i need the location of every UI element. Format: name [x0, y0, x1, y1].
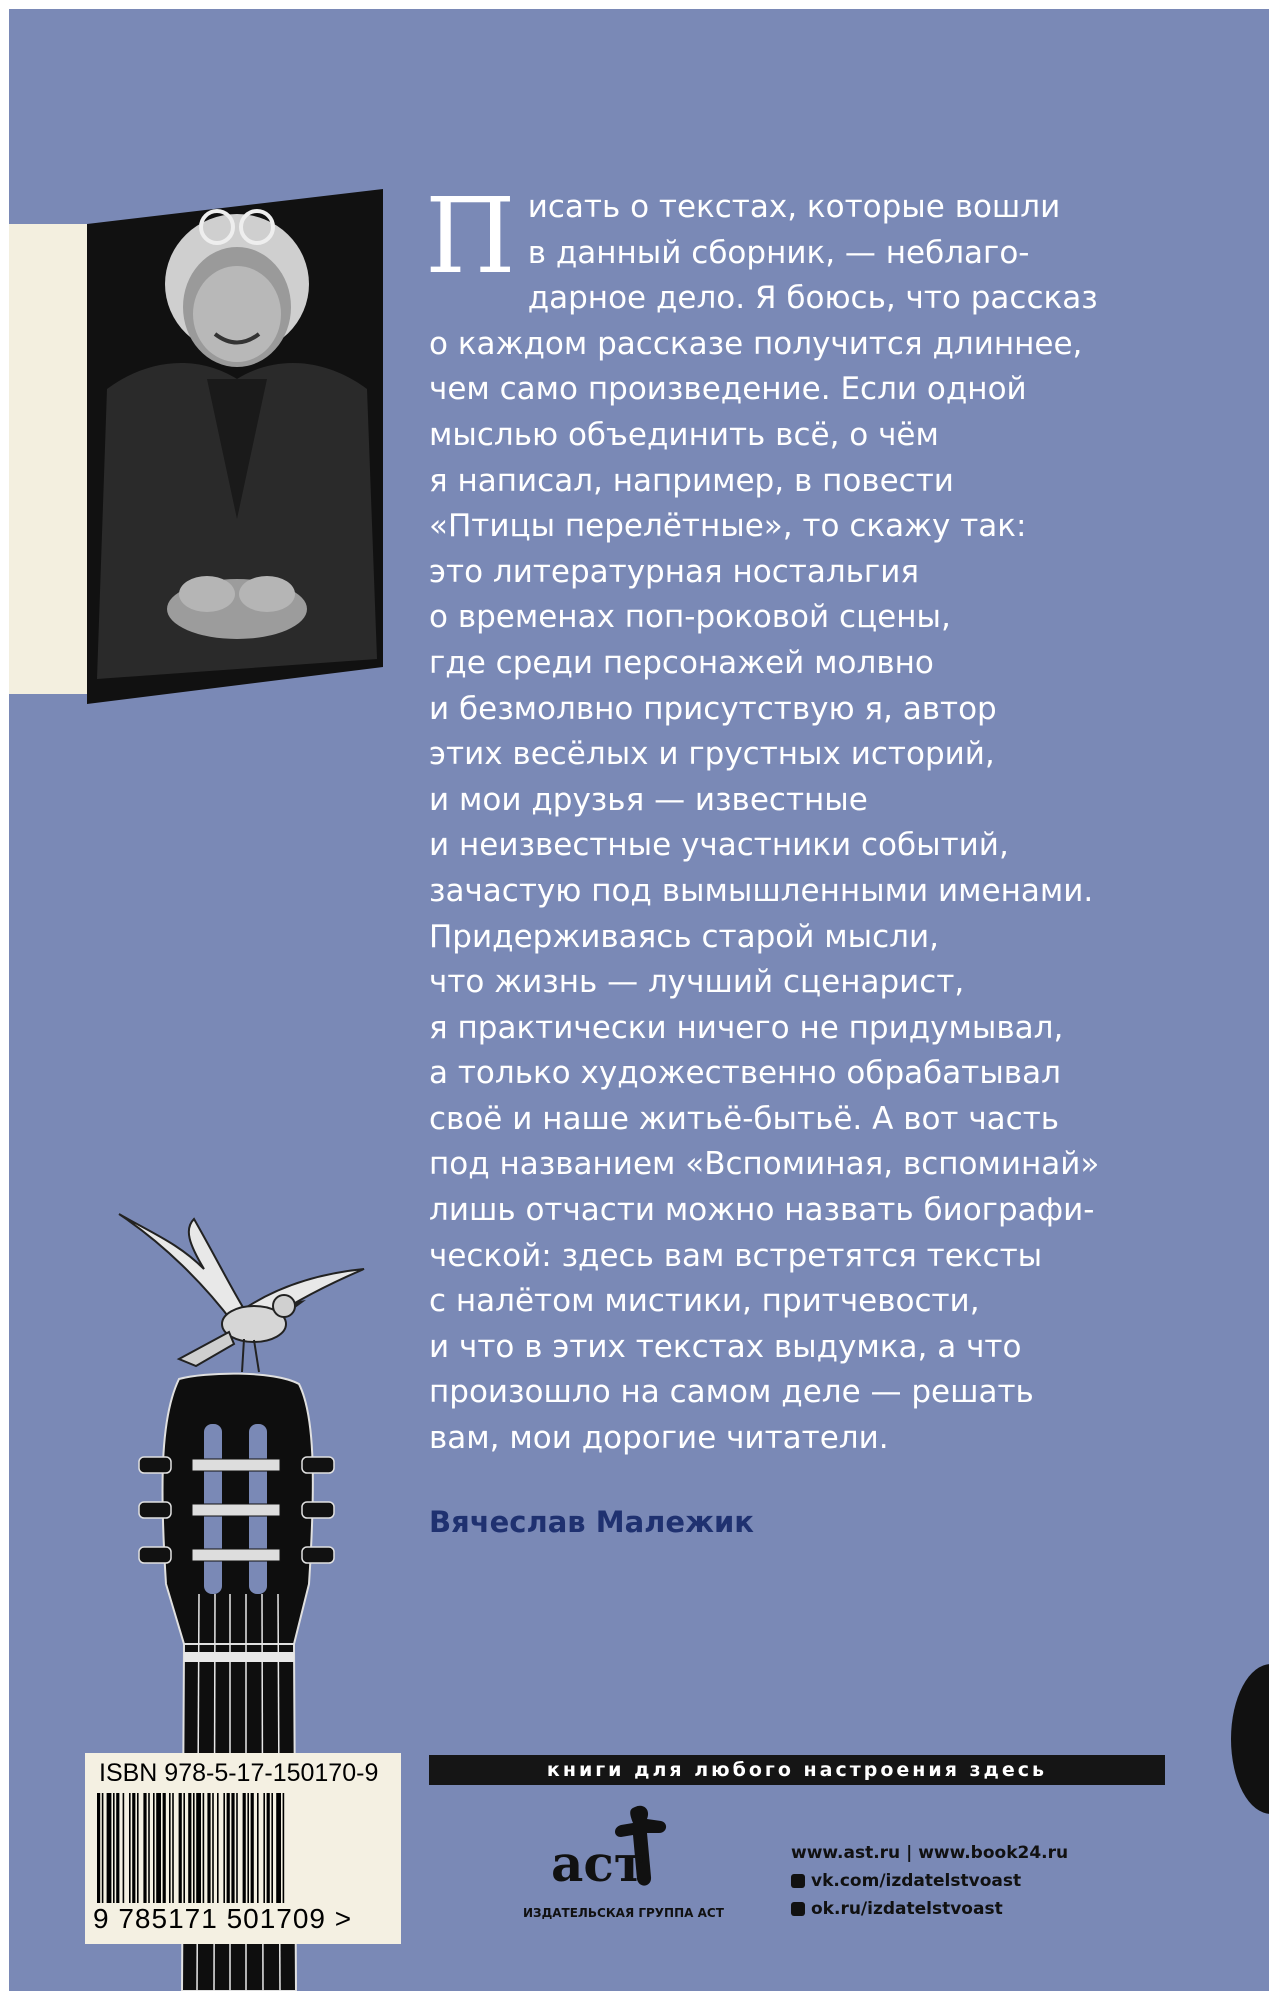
barcode-bar [143, 1793, 146, 1903]
text-line: о временах поп-роковой сцены, [429, 599, 951, 636]
barcode-box [85, 1753, 401, 1944]
ok-icon [791, 1902, 805, 1916]
barcode-bar [227, 1793, 230, 1903]
barcode-bar [212, 1793, 214, 1903]
text-line: и мои друзья — известные [429, 781, 868, 818]
barcode-bar [172, 1793, 174, 1903]
text-line: «Птицы перелётные», то скажу так: [429, 508, 1027, 545]
publisher-links [791, 1839, 1068, 1923]
text-line: произошло на самом деле — решать [429, 1374, 1034, 1411]
barcode-bar [267, 1793, 270, 1903]
vk-icon [791, 1874, 805, 1888]
barcode-bar [179, 1793, 182, 1903]
text-line: и неизвестные участники событий, [429, 827, 1009, 864]
barcode-bar [236, 1793, 238, 1903]
text-line: чем само произведение. Если одной [429, 371, 1027, 408]
back-cover [9, 9, 1269, 1991]
text-line: и безмолвно присутствую я, автор [429, 690, 997, 727]
text-line: лишь отчасти можно назвать биографи- [429, 1192, 1095, 1229]
barcode-bar [231, 1793, 234, 1903]
barcode-bar [207, 1793, 210, 1903]
text-line: зачастую под вымышленными именами. [429, 872, 1094, 909]
text-line: дарное дело. Я боюсь, что рассказ [527, 280, 1098, 317]
text-line: вам, мои дорогие читатели. [429, 1420, 889, 1457]
sites-link[interactable]: www.ast.ru | www.book24.ru [791, 1843, 1069, 1863]
ok-link[interactable] [791, 1895, 1068, 1923]
barcode-bar [97, 1793, 100, 1903]
barcode-bar [137, 1793, 139, 1903]
text-line: это литературная ностальгия [429, 553, 920, 590]
barcode-bar [183, 1793, 185, 1903]
barcode-bar [247, 1793, 249, 1903]
logo-text: аст [551, 1834, 645, 1893]
barcode-bar [188, 1793, 191, 1903]
text-line: где среди персонажей молвно [429, 644, 934, 681]
barcode-bar [169, 1793, 171, 1903]
bird-icon [119, 1214, 364, 1372]
ast-logo [543, 1799, 673, 1899]
barcode-bar [243, 1793, 246, 1903]
edge-circle [1231, 1664, 1269, 1814]
barcode-bar [276, 1793, 281, 1903]
text-line: Придерживаясь старой мысли, [429, 918, 939, 955]
publisher-caption: ИЗДАТЕЛЬСКАЯ ГРУППА АСТ [523, 1906, 724, 1920]
text-line: своё и наше житьё-бытьё. А вот часть [429, 1100, 1060, 1137]
text-line: о каждом рассказе получится длиннее, [429, 325, 1083, 362]
barcode-bar [217, 1793, 219, 1903]
barcode-bar [113, 1793, 115, 1903]
text-line: этих весёлых и грустных историй, [429, 736, 995, 773]
barcode-bar [153, 1793, 155, 1903]
text-line: под названием «Вспоминая, вспоминай» [429, 1146, 1100, 1183]
ok-link-text: ok.ru/izdatelstvoast [811, 1899, 1003, 1919]
barcode-bar [196, 1793, 201, 1903]
barcode-bar [163, 1793, 166, 1903]
barcode-bar [223, 1793, 225, 1903]
barcode-bar [129, 1793, 131, 1903]
text-line: а только художественно обрабатывал [429, 1055, 1061, 1092]
barcode-bar [107, 1793, 112, 1903]
barcode [95, 1793, 391, 1903]
tagline-bar: книги для любого настроения здесь [429, 1755, 1165, 1785]
isbn: ISBN 978-5-17-150170-9 [99, 1759, 379, 1787]
barcode-bar [263, 1793, 265, 1903]
annotation-text [425, 175, 1149, 1462]
text-line: и что в этих текстах выдумка, а что [429, 1328, 1022, 1365]
barcode-bar [251, 1793, 254, 1903]
drop-cap: П [425, 175, 516, 297]
text-line: с налётом мистики, притчевости, [429, 1283, 980, 1320]
text-line: я практически ничего не придумывал, [429, 1009, 1064, 1046]
author-name: Вячеслав Малежик [429, 1505, 754, 1539]
barcode-bar [132, 1793, 135, 1903]
barcode-bar [148, 1793, 150, 1903]
barcode-bar [283, 1793, 285, 1903]
barcode-bar [102, 1793, 104, 1903]
text-line: ческой: здесь вам встретятся тексты [429, 1237, 1043, 1274]
barcode-bar [271, 1793, 273, 1903]
barcode-bar [123, 1793, 125, 1903]
barcode-bar [193, 1793, 195, 1903]
barcode-bar [203, 1793, 205, 1903]
barcode-bar [116, 1793, 119, 1903]
barcode-digits: 9 785171 501709 > [93, 1903, 353, 1934]
barcode-bar [156, 1793, 161, 1903]
barcode-bar [257, 1793, 259, 1903]
vk-link[interactable] [791, 1867, 1068, 1895]
author-photo [87, 189, 383, 704]
text-line: исать о текстах, которые вошли [527, 189, 1061, 225]
text-line: я написал, например, в повести [429, 462, 954, 499]
vk-link-text: vk.com/izdatelstvoast [811, 1871, 1022, 1891]
text-line: что жизнь — лучший сценарист, [429, 964, 965, 1001]
text-line: мыслью объединить всё, о чём [429, 416, 939, 453]
text-line: в данный сборник, — неблаго- [527, 234, 1030, 271]
